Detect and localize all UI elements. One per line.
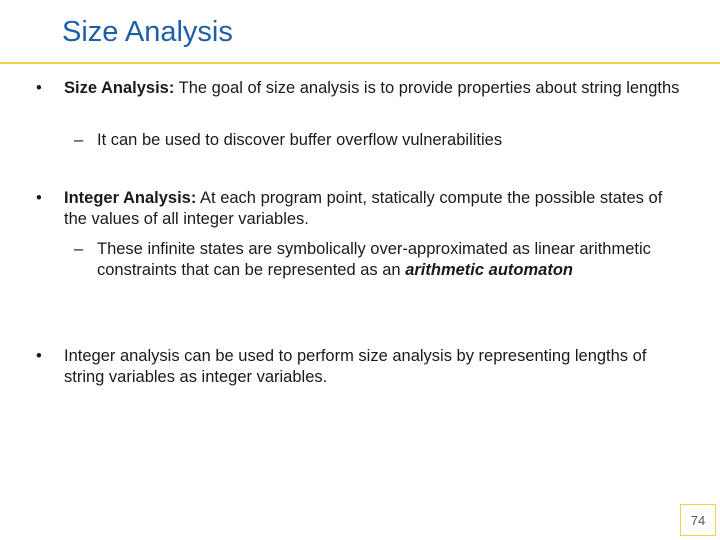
sub-bullet-marker: – <box>74 131 84 149</box>
bullet-size-analysis <box>64 78 689 99</box>
sub-bullet-infinite-states <box>97 239 687 281</box>
bullet-body: At each program point, statically compute the possible states of the values of all integer variables. <box>64 189 663 228</box>
title-divider <box>0 62 720 64</box>
bullet-integer-analysis <box>64 188 689 230</box>
bullet-marker: • <box>36 189 42 207</box>
slide-title: Size Analysis <box>62 16 233 48</box>
bullet-marker: • <box>36 79 42 97</box>
emphasis-term: arithmetic automaton <box>405 261 573 279</box>
bullet-term: Size Analysis: <box>64 79 175 97</box>
sub-bullet-body: These infinite states are symbolically over-approximated as linear arithmetic constraints that can be represented as an <box>97 240 651 279</box>
bullet-term: Integer Analysis: <box>64 189 197 207</box>
sub-bullet-marker: – <box>74 240 84 258</box>
sub-bullet-buffer-overflow: It can be used to discover buffer overflow vulnerabilities <box>97 131 503 149</box>
page-number: 74 <box>680 504 716 536</box>
bullet-body: The goal of size analysis is to provide properties about string lengths <box>174 79 680 97</box>
bullet-integer-size: Integer analysis can be used to perform size analysis by representing lengths of string variables as integer variables. <box>64 347 647 386</box>
bullet-marker: • <box>36 347 42 365</box>
